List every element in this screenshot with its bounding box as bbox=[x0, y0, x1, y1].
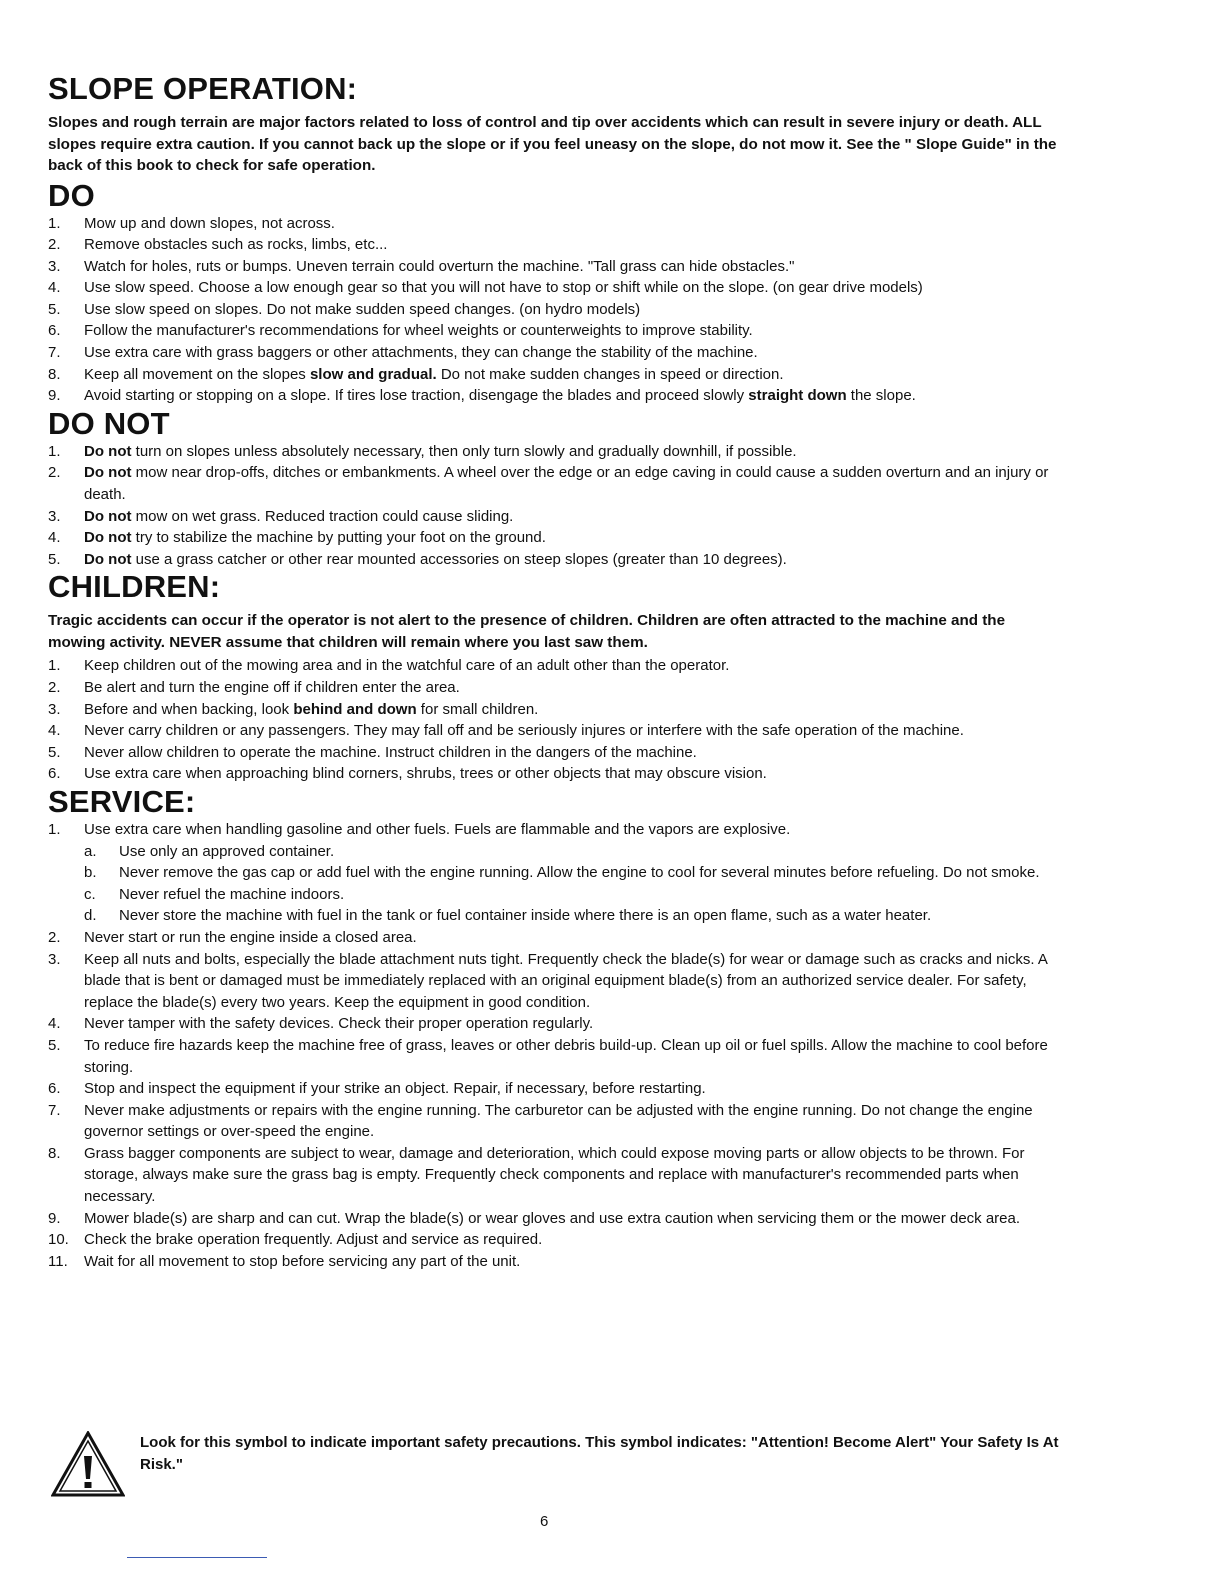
do-not-list bbox=[48, 441, 1066, 571]
list-item: 1. Use extra care when handling gasoline and other fuels. Fuels are flammable and the vapors are explosive. a. Use only an approved container. b. Never remove the gas cap or add fuel with the engine running. Allow the engine to cool for several minutes before refueling. Do not smoke. c. Never refuel the machine indoors. d. Never store the machine with fuel in the tank or fuel container inside where there is an open flame, such as a water heater. bbox=[48, 819, 1066, 927]
list-item: 3. Watch for holes, ruts or bumps. Uneven terrain could overturn the machine. "Tall grass can hide obstacles." bbox=[48, 257, 795, 275]
list-item: 2. Do not mow near drop-offs, ditches or embankments. A wheel over the edge or an edge caving in could cause a sudden overturn and an injury or death. bbox=[48, 464, 1049, 504]
list-item: 5. Do not use a grass catcher or other rear mounted accessories on steep slopes (greater than 10 degrees). bbox=[48, 550, 787, 568]
list-item: 5. Never allow children to operate the machine. Instruct children in the dangers of the machine. bbox=[48, 743, 697, 761]
list-item: 9. Avoid starting or stopping on a slope. If tires lose traction, disengage the blades and proceed slowly straight down the slope. bbox=[48, 387, 916, 405]
list-item: 3. Keep all nuts and bolts, especially the blade attachment nuts tight. Frequently check the blade(s) for wear or damage such as cracks and nicks. A blade that is bent or damaged must be immediately replaced with an original equipment blade(s) from an authorized service dealer. For safety, replace the blade(s) every two years. Keep the equipment in good condition. bbox=[48, 950, 1048, 1011]
list-item: 1. Keep children out of the mowing area and in the watchful care of an adult other than the operator. bbox=[48, 657, 730, 675]
list-item: 8. Grass bagger components are subject to wear, damage and deterioration, which could expose moving parts or allow objects to be thrown. For storage, always make sure the grass bag is empty. Frequently check components and replace with manufacturer's recommended parts when necessary. bbox=[48, 1144, 1025, 1206]
list-item: 10. Check the brake operation frequently. Adjust and service as required. bbox=[48, 1231, 543, 1249]
list-item: 4. Do not try to stabilize the machine by putting your foot on the ground. bbox=[48, 529, 546, 547]
manual-page bbox=[48, 72, 1066, 1272]
list-item: 6. Use extra care when approaching blind corners, shrubs, trees or other objects that may obscure vision. bbox=[48, 765, 767, 783]
do-heading: DO bbox=[48, 177, 95, 213]
list-item: 2. Remove obstacles such as rocks, limbs, etc... bbox=[48, 236, 388, 254]
list-item: 7. Use extra care with grass baggers or other attachments, they can change the stability of the machine. bbox=[48, 344, 758, 362]
list-item: 4. Never tamper with the safety devices. Check their proper operation regularly. bbox=[48, 1015, 594, 1033]
list-item: 2. Never start or run the engine inside a closed area. bbox=[48, 928, 417, 946]
page-number: 6 bbox=[540, 1513, 549, 1530]
footer-rule bbox=[127, 1557, 267, 1558]
list-item: 6. Stop and inspect the equipment if your strike an object. Repair, if necessary, before restarting. bbox=[48, 1080, 706, 1098]
sub-list-item: c. Never refuel the machine indoors. bbox=[84, 885, 345, 903]
fuel-sublist bbox=[84, 841, 1066, 927]
list-item: 11. Wait for all movement to stop before servicing any part of the unit. bbox=[48, 1252, 521, 1270]
list-item: 3. Do not mow on wet grass. Reduced traction could cause sliding. bbox=[48, 507, 514, 525]
children-list bbox=[48, 655, 1066, 785]
do-not-heading: DO NOT bbox=[48, 405, 170, 441]
list-item: 7. Never make adjustments or repairs with the engine running. The carburetor can be adjusted with the engine running. Do not change the engine governor settings or over-speed the engine. bbox=[48, 1101, 1033, 1141]
safety-symbol-note bbox=[48, 1428, 1066, 1500]
sub-list-item: d. Never store the machine with fuel in the tank or fuel container inside where there is an open flame, such as a water heater. bbox=[84, 907, 932, 925]
children-heading: CHILDREN: bbox=[48, 569, 221, 605]
list-item: 4. Use slow speed. Choose a low enough gear so that you will not have to stop or shift while on the slope. (on gear drive models) bbox=[48, 279, 923, 297]
list-item: 3. Before and when backing, look behind and down for small children. bbox=[48, 700, 539, 718]
do-list bbox=[48, 213, 1066, 407]
warning-triangle-icon bbox=[51, 1431, 125, 1497]
list-item: 1. Mow up and down slopes, not across. bbox=[48, 214, 335, 232]
sub-list-item: a. Use only an approved container. bbox=[84, 842, 335, 860]
list-item: 5. To reduce fire hazards keep the machine free of grass, leaves or other debris build-up. Clean up oil or fuel spills. Allow the machine to cool before storing. bbox=[48, 1036, 1048, 1076]
list-item: 5. Use slow speed on slopes. Do not make sudden speed changes. (on hydro models) bbox=[48, 300, 641, 318]
service-list bbox=[48, 819, 1066, 1272]
list-item: 8. Keep all movement on the slopes slow and gradual. Do not make sudden changes in speed or direction. bbox=[48, 365, 784, 383]
list-item: 1. Do not turn on slopes unless absolutely necessary, then only turn slowly and gradually downhill, if possible. bbox=[48, 442, 797, 460]
list-item: 2. Be alert and turn the engine off if children enter the area. bbox=[48, 679, 460, 696]
safety-symbol-text: Look for this symbol to indicate important safety precautions. This symbol indicates: "Attention! Become Alert" Your Safety Is At Risk." bbox=[140, 1434, 1059, 1473]
children-intro: Tragic accidents can occur if the operator is not alert to the presence of children. Children are often attracted to the machine and the mowing activity. NEVER assume that children will remain where you last saw them. bbox=[48, 612, 1006, 651]
sub-list-item: b. Never remove the gas cap or add fuel with the engine running. Allow the engine to cool for several minutes before refueling. Do not smoke. bbox=[84, 864, 1040, 882]
list-item: 6. Follow the manufacturer's recommendations for wheel weights or counterweights to improve stability. bbox=[48, 322, 753, 340]
service-heading: SERVICE: bbox=[48, 783, 196, 819]
slope-intro: Slopes and rough terrain are major factors related to loss of control and tip over accidents which can result in severe injury or death. ALL slopes require extra caution. If you cannot back up the slope or if you feel uneasy on the slope, do not mow it. See the " Slope Guide" in the back of this book to check for safe operation. bbox=[48, 114, 1057, 174]
list-item: 9. Mower blade(s) are sharp and can cut. Wrap the blade(s) or wear gloves and use extra caution when servicing them or the mower deck area. bbox=[48, 1209, 1021, 1227]
slope-operation-heading: SLOPE OPERATION: bbox=[48, 71, 358, 106]
list-item: 4. Never carry children or any passengers. They may fall off and be seriously injures or interfere with the safe operation of the machine. bbox=[48, 722, 964, 740]
